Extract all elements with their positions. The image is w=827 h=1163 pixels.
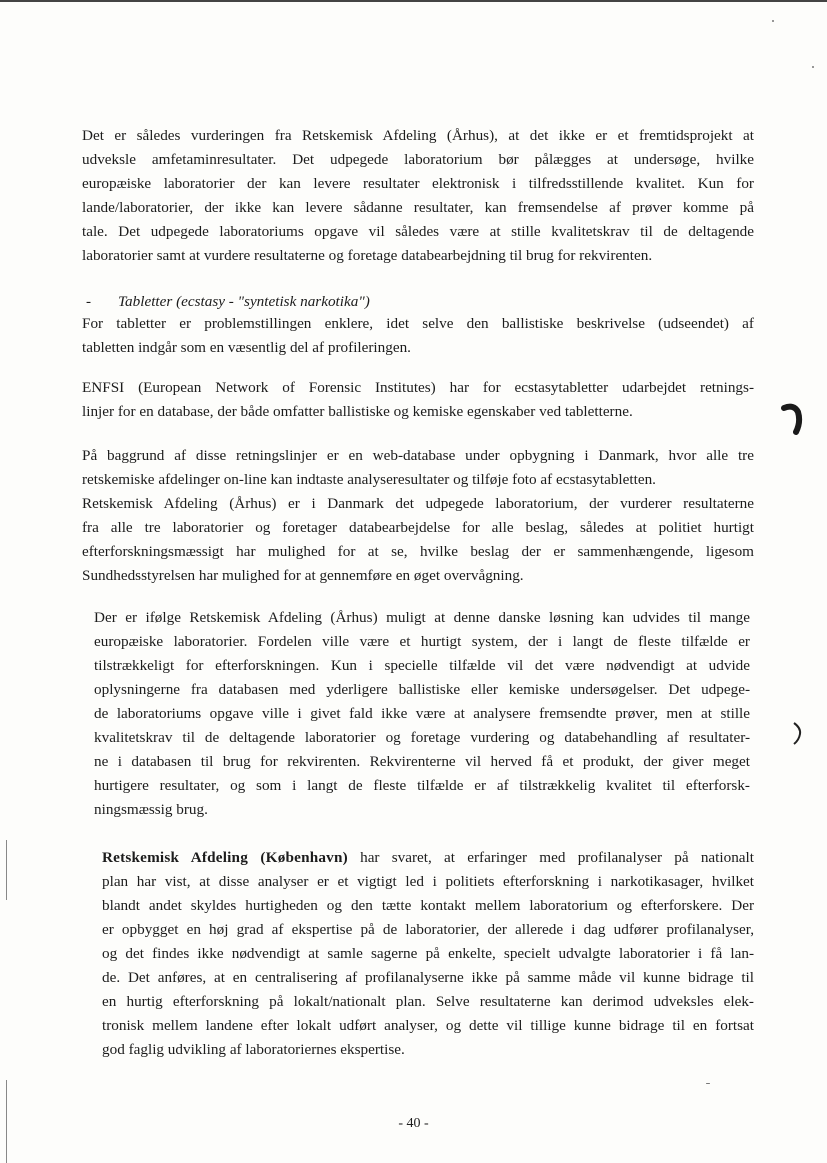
text-line bbox=[102, 846, 754, 870]
section-heading bbox=[82, 290, 754, 314]
text-line: de. Det anføres, at en centralisering af profilanalyserne ikke på samme måde vil kunne bidrage til bbox=[102, 969, 754, 986]
text-line: de laboratoriums opgave ville i givet fald ikke være at analysere fremsendte prøver, men at stille bbox=[94, 705, 750, 722]
text-line: ningsmæssig brug. bbox=[94, 801, 208, 818]
text-line: ENFSI (European Network of Forensic Institutes) har for ecstasytabletter udarbejdet retnings- bbox=[82, 379, 754, 396]
heading-text: Tabletter (ecstasy - "syntetisk narkotika") bbox=[118, 293, 370, 310]
text-line: hurtigere resultater, og som i langt de fleste tilfælde er af tilstrækkelig kvalitet til efterforsk- bbox=[94, 777, 750, 794]
text-line: laboratorier samt at vurdere resultaterne og foretage databearbejdning til brug for rekvirenten. bbox=[82, 247, 653, 264]
text-line: god faglig udvikling af laboratoriernes ekspertise. bbox=[102, 1041, 405, 1058]
hole-punch-mark-icon bbox=[790, 720, 806, 746]
text-line: udveksle amfetaminresultater. Det udpegede laboratorium bør pålægges at undersøge, hvilke bbox=[82, 151, 754, 168]
text-line: Retskemisk Afdeling (Århus) er i Danmark det udpegede laboratorium, der vurderer resultaterne bbox=[82, 495, 754, 512]
scan-speck bbox=[812, 66, 814, 68]
text-line: linjer for en database, der både omfatter ballistiske og kemiske egenskaber ved tabletterne. bbox=[82, 403, 633, 420]
text-line: tronisk mellem landene efter lokalt udført analyser, og dette vil tillige kunne bidrage til en fortsat bbox=[102, 1017, 754, 1034]
page-number: - 40 - bbox=[398, 1116, 429, 1131]
paragraph-european-expansion bbox=[94, 606, 750, 822]
text-line: er opbygget en høj grad af ekspertise på de laboratorier, der allerede i dag udfører profilanalyser, bbox=[102, 921, 754, 938]
scan-speck bbox=[772, 20, 774, 22]
heading-bullet: - bbox=[86, 293, 92, 310]
text-line: oplysningerne fra databasen med yderligere ballistiske eller kemiske undersøgelser. Det udpege- bbox=[94, 681, 750, 698]
text-line: Det er således vurderingen fra Retskemisk Afdeling (Århus), at det ikke er et fremtidsprojekt at bbox=[82, 127, 754, 144]
bold-lead-text: Retskemisk Afdeling (København) bbox=[102, 849, 348, 866]
text-line: Sundhedsstyrelsen har mulighed for at gennemføre en øget overvågning. bbox=[82, 567, 524, 584]
text-fragment: har svaret, at erfaringer med profilanalyser på nationalt bbox=[347, 849, 754, 866]
text-line: tabletten indgår som en væsentlig del af profileringen. bbox=[82, 339, 411, 356]
text-line: europæiske laboratorier der kan levere resultater elektronisk i tilfredsstillende kvalitet. Kun for bbox=[82, 175, 754, 192]
text-line: en hurtig efterforskning på lokalt/nationalt plan. Selve resultaterne kan derimod udveksles elek- bbox=[102, 993, 754, 1010]
paragraph-enfsi bbox=[82, 376, 754, 424]
text-line: retskemiske afdelinger on-line kan indtaste analyseresultater og tilføje foto af ecstasytabletten. bbox=[82, 471, 656, 488]
text-line: For tabletter er problemstillingen enklere, idet selve den ballistiske beskrivelse (udseendet) af bbox=[82, 315, 754, 332]
text-line: blandt andet skyldes hurtigheden og den tætte kontakt mellem laboratorium og efterforskere. Der bbox=[102, 897, 754, 914]
text-line: kvalitetskrav til de deltagende laboratorier og foretage vurdering og databehandling af resultater- bbox=[94, 729, 750, 746]
text-line: lande/laboratorier, der ikke kan levere sådanne resultater, kan fremsendelse af prøver komme på bbox=[82, 199, 754, 216]
text-line: og det findes ikke nødvendigt at samle sagerne på enkelte, specielt udvalgte laboratorier i få lan- bbox=[102, 945, 754, 962]
scan-speck bbox=[706, 1083, 710, 1084]
scan-margin-line bbox=[6, 840, 7, 900]
hole-punch-mark-icon bbox=[780, 402, 804, 436]
text-line: På baggrund af disse retningslinjer er en web-database under opbygning i Danmark, hvor alle tre bbox=[82, 447, 754, 464]
text-line: Der er ifølge Retskemisk Afdeling (Århus) muligt at denne danske løsning kan udvides til mange bbox=[94, 609, 750, 626]
text-line: plan har vist, at disse analyser er et vigtigt led i politiets efterforskning i narkotikasager, hvilket bbox=[102, 873, 754, 890]
paragraph-copenhagen bbox=[102, 846, 754, 1062]
top-rule bbox=[0, 0, 827, 2]
text-line: fra alle tre laboratorier og foretager databearbejdelse for alle beslag, således at politiet hurtigt bbox=[82, 519, 754, 536]
paragraph-amphetamine bbox=[82, 124, 754, 268]
text-line: tilstrækkeligt for efterforskningen. Kun i specielle tilfælde vil det være nødvendigt at udvide bbox=[94, 657, 750, 674]
text-line: tale. Det udpegede laboratoriums opgave vil således være at stille kvalitetskrav til de deltagende bbox=[82, 223, 754, 240]
text-line: efterforskningsmæssigt har mulighed for at se, hvilke beslag der er sammenhængende, ligesom bbox=[82, 543, 754, 560]
paragraph-tablets bbox=[82, 312, 754, 360]
paragraph-web-database bbox=[82, 444, 754, 588]
text-line: europæiske laboratorier. Fordelen ville være et hurtigt system, der i langt de fleste tilfælde er bbox=[94, 633, 750, 650]
text-line: ne i databasen til brug for rekvirenten. Rekvirenterne vil herved få et produkt, der giver meget bbox=[94, 753, 750, 770]
